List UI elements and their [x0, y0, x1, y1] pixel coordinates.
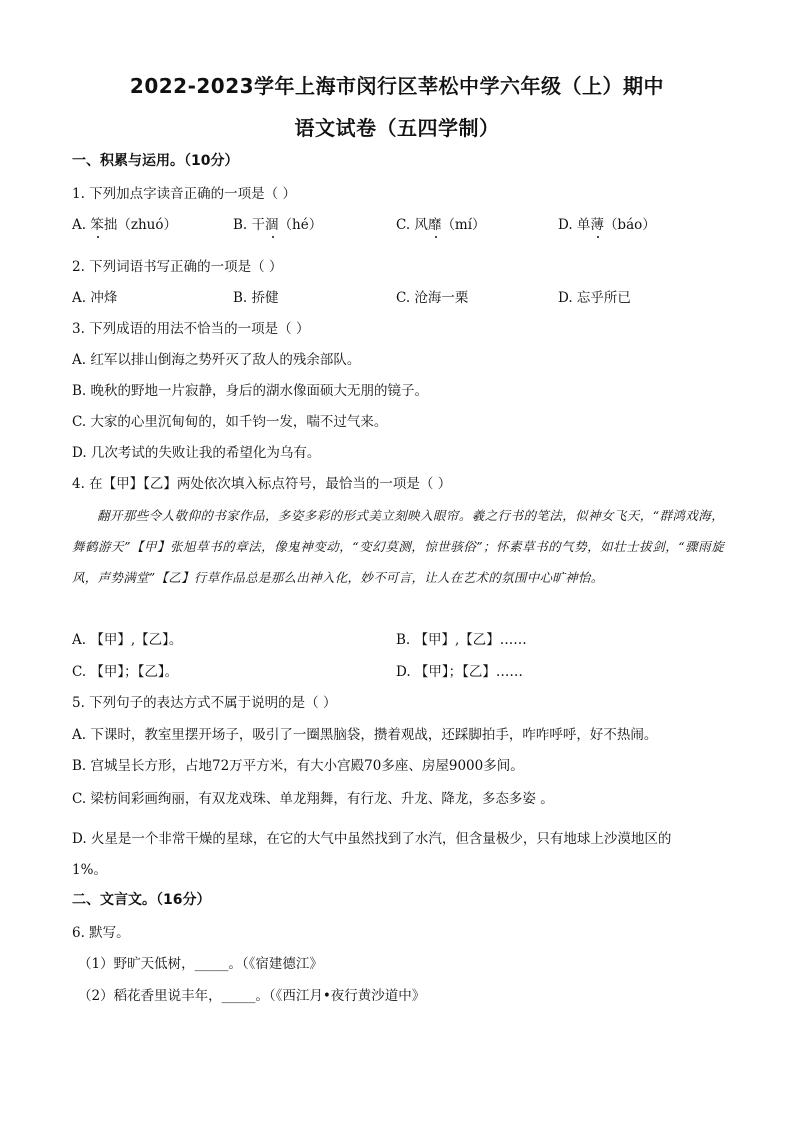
question-5-option-c: C. 梁枋间彩画绚丽，有双龙戏珠、单龙翔舞，有行龙、升龙、降龙，多态多姿 。 [72, 791, 554, 807]
emphasis-dot-char: 薄 [590, 217, 604, 233]
question-4-passage [72, 500, 724, 593]
question-2-option-d: D. 忘乎所已 [558, 290, 631, 306]
question-1-option-a: A. 笨拙（zhuó） [72, 217, 177, 233]
emphasis-dot-char: 笨 [90, 217, 104, 233]
question-2-option-a: A. 冲烽 [72, 290, 118, 306]
question-4-option-d: D. 【甲】；【乙】…… [396, 664, 523, 680]
question-2-option-b: B. 挢健 [233, 290, 279, 306]
question-4-option-a: A. 【甲】,【乙】。 [72, 632, 183, 648]
question-3-option-c: C. 大家的心里沉甸甸的，如千钧一发，喘不过气来。 [72, 414, 388, 430]
question-3-option-b: B. 晚秋的野地一片寂静，身后的湖水像面硕大无朋的镜子。 [72, 383, 429, 399]
passage-text: 翻开那些令人敬仰的书家作品，多姿多彩的形式美立刻映入眼帘。羲之行书的笔法，似神女飞天，“群鸿戏海，舞鹤游天”【甲】张旭草书的章法，像鬼神变动，“变幻莫测，惊世骇俗”；怀素草书的气势，如壮士拔剑，“骤雨旋风，声势满堂”【乙】行草作品总是那么出神入化，妙不可言，让人在艺术的氛围中心旷神怡。 [72, 508, 724, 585]
exam-title-line2: 语文试卷（五四学制） [294, 116, 500, 140]
question-1-option-c: C. 风靡（mí） [396, 217, 486, 233]
question-5-option-b: B. 宫城呈长方形，占地72万平方米，有大小宫殿70多座、房屋9000多间。 [72, 758, 524, 774]
section-heading-1: 一、积累与运用。（10分） [72, 153, 239, 169]
question-1-option-d: D. 单薄（báo） [558, 217, 656, 233]
emphasis-dot-char: 涸 [265, 217, 279, 233]
question-5-option-d: D. 火星是一个非常干燥的星球，在它的大气中虽然找到了水汽，但含量极少，只有地球上沙漠地区的 [72, 831, 672, 847]
question-5-option-a: A. 下课时，教室里摆开场子，吸引了一圈黑脑袋，攒着观战，还踩脚拍手，咋咋呼呼，好不热闹。 [72, 727, 658, 743]
question-3-option-a: A. 红军以排山倒海之势歼灭了敌人的残余部队。 [72, 352, 361, 368]
question-6-stem: 6. 默写。 [72, 925, 130, 941]
question-5-stem: 5. 下列句子的表达方式不属于说明的是（ ） [72, 695, 337, 711]
exam-title-line1: 2022-2023学年上海市闵行区莘松中学六年级（上）期中 [129, 74, 665, 98]
question-4-option-c: C. 【甲】；【乙】。 [72, 664, 179, 680]
question-3-option-d: D. 几次考试的失败让我的希望化为乌有。 [72, 445, 321, 461]
question-1-option-b: B. 干涸（hé） [233, 217, 323, 233]
question-1-stem: 1. 下列加点字读音正确的一项是（ ） [72, 186, 296, 202]
section-heading-2: 二、文言文。（16分） [72, 892, 211, 908]
question-4-stem: 4. 在【甲】【乙】两处依次填入标点符号，最恰当的一项是（ ） [72, 476, 452, 492]
question-2-stem: 2. 下列词语书写正确的一项是（ ） [72, 259, 283, 275]
question-3-stem: 3. 下列成语的用法不恰当的一项是（ ） [72, 321, 310, 337]
emphasis-dot-char: 靡 [427, 217, 442, 233]
question-5-option-d-cont: 1%。 [72, 862, 107, 878]
question-6-item-1: （1）野旷天低树，_____。（《宿建德江》 [78, 956, 323, 972]
question-6-item-2: （2）稻花香里说丰年，_____。（《西江月•夜行黄沙道中》 [78, 988, 426, 1004]
question-4-option-b: B. 【甲】,【乙】…… [396, 632, 527, 648]
question-2-option-c: C. 沧海一栗 [396, 290, 469, 306]
